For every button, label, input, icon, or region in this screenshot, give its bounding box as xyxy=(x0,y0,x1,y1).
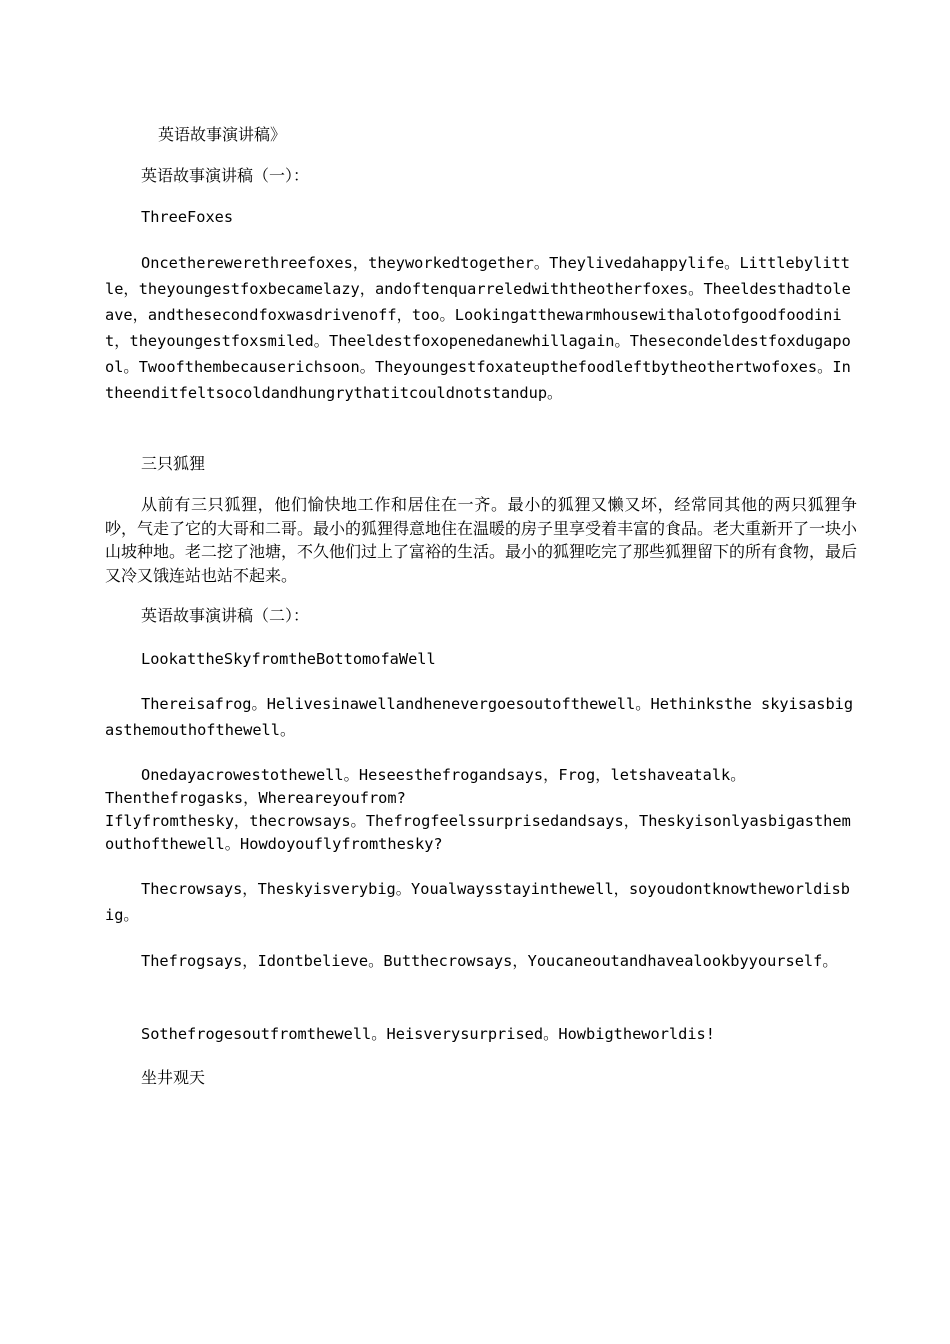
document-top-title: 英语故事演讲稿》 xyxy=(158,125,287,144)
story-2-paragraph-2-line-1: Onedayacrowestothewell。Heseesthefrogandsays，Frog，letshaveatalk。 xyxy=(141,766,746,784)
story-2-paragraph-4: Thefrogsays，Idontbelieve。Butthecrowsays，Youcaneoutandhavealookbyyourself。 xyxy=(141,952,838,970)
story-2-paragraph-3: Thecrowsays，Theskyisverybig。Youalwaysstayinthewell，soyoudontknowtheworldisbig。 xyxy=(105,880,850,924)
story-1-paragraph: Oncetherewerethreefoxes，theyworkedtogether。Theylivedahappylife。Littlebylittle，theyoungestfoxbecamelazy，andoftenquarreledwiththeotherfoxes。Theeldesthadtoleave，andthesecondfoxwasdrivenoff，too。Lookingatthewarmhousewithalotofgoodfoodinit，theyoungestfoxsmiled。Theeldestfoxopenedanewhillagain。Thesecondeldestfoxdugapool。Twoofthembecauserichsoon。Theyoungestfoxateupthefoodleftbytheothertwofoxes。Intheenditfeltsocoldandhungrythatitcouldnotstandup。 xyxy=(105,254,851,402)
section-2-heading: 英语故事演讲稿（二）： xyxy=(141,606,310,625)
story-2-paragraph-5: Sothefrogesoutfromthewell。Heisverysurprised。Howbigtheworldis! xyxy=(141,1025,715,1043)
story-2-paragraph-2 xyxy=(105,764,857,856)
section-1-heading: 英语故事演讲稿（一）： xyxy=(141,166,310,185)
story-1-chinese-title: 三只狐狸 xyxy=(141,454,206,473)
story-2-paragraph-1: Thereisafrog。Helivesinawellandhenevergoesoutofthewell。Hethinksthe skyisasbigasthemouthofthewell。 xyxy=(105,695,854,739)
story-2-paragraph-2-line-3: Iflyfromthesky，thecrowsays。Thefrogfeelssurprisedandsays，Theskyisonlyasbigasthemouthofthewell。Howdoyouflyfromthesky? xyxy=(105,812,851,853)
story-2-chinese-title: 坐井观天 xyxy=(141,1068,206,1087)
story-1-chinese-paragraph: 从前有三只狐狸，他们愉快地工作和居住在一齐。最小的狐狸又懒又坏，经常同其他的两只狐狸争吵，气走了它的大哥和二哥。最小的狐狸得意地住在温暖的房子里享受着丰富的食品。老大重新开了一块小山坡种地。老二挖了池塘，不久他们过上了富裕的生活。最小的狐狸吃完了那些狐狸留下的所有食物，最后又冷又饿连站也站不起来。 xyxy=(105,495,858,585)
story-2-paragraph-2-line-2: Thenthefrogasks，Whereareyoufrom? xyxy=(105,789,406,807)
story-2-title: LookattheSkyfromtheBottomofaWell xyxy=(141,650,436,668)
story-1-title: ThreeFoxes xyxy=(141,208,234,226)
